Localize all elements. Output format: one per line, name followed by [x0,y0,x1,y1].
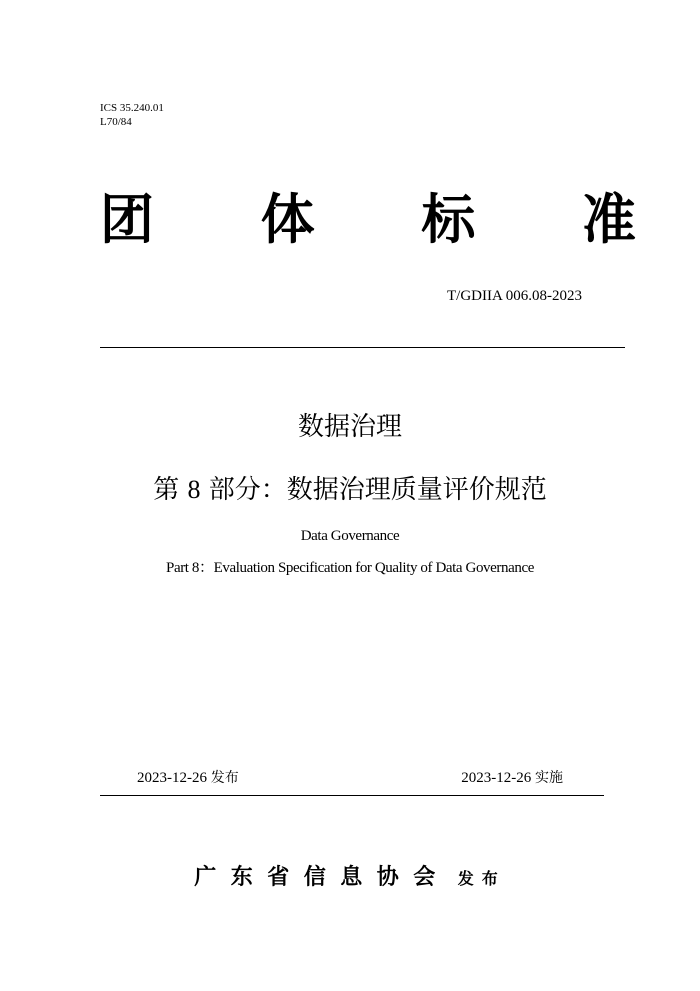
title-char-4: 准 [581,188,636,251]
cn-part-suffix: 部分：数据治理质量评价规范 [200,475,547,505]
standard-number: T/GDIIA 006.08-2023 [447,288,582,304]
title-char-3: 标 [421,188,476,251]
issuer-organization: 广东省信息协会 [194,865,450,890]
ics-code: ICS 35.240.01 [100,102,164,114]
ics-block [100,101,164,129]
en-title-part: Part 8：Evaluation Specification for Quality of Data Governance [166,560,534,576]
document-type-title [100,185,636,255]
dates-row [137,767,563,787]
bottom-divider [100,795,604,796]
implement-date-label: 实施 [535,770,563,786]
cn-title-part [0,469,700,506]
cn-part-prefix: 第 [153,475,188,505]
title-char-1: 团 [100,188,154,251]
issuer-publish-label: 发布 [457,869,506,888]
ccs-code: L70/84 [100,116,132,128]
title-char-2: 体 [260,188,315,251]
top-divider [100,347,625,348]
cn-part-number: 8 [187,475,201,504]
publish-date-label: 发布 [210,770,239,786]
implement-date: 2023-12-26 [461,770,532,786]
cn-title-main: 数据治理 [297,412,402,442]
en-title-main: Data Governance [300,528,400,544]
issuer [0,860,700,891]
publish-date: 2023-12-26 [137,770,207,786]
implement-date-block [461,767,563,787]
publish-date-block [137,767,239,787]
